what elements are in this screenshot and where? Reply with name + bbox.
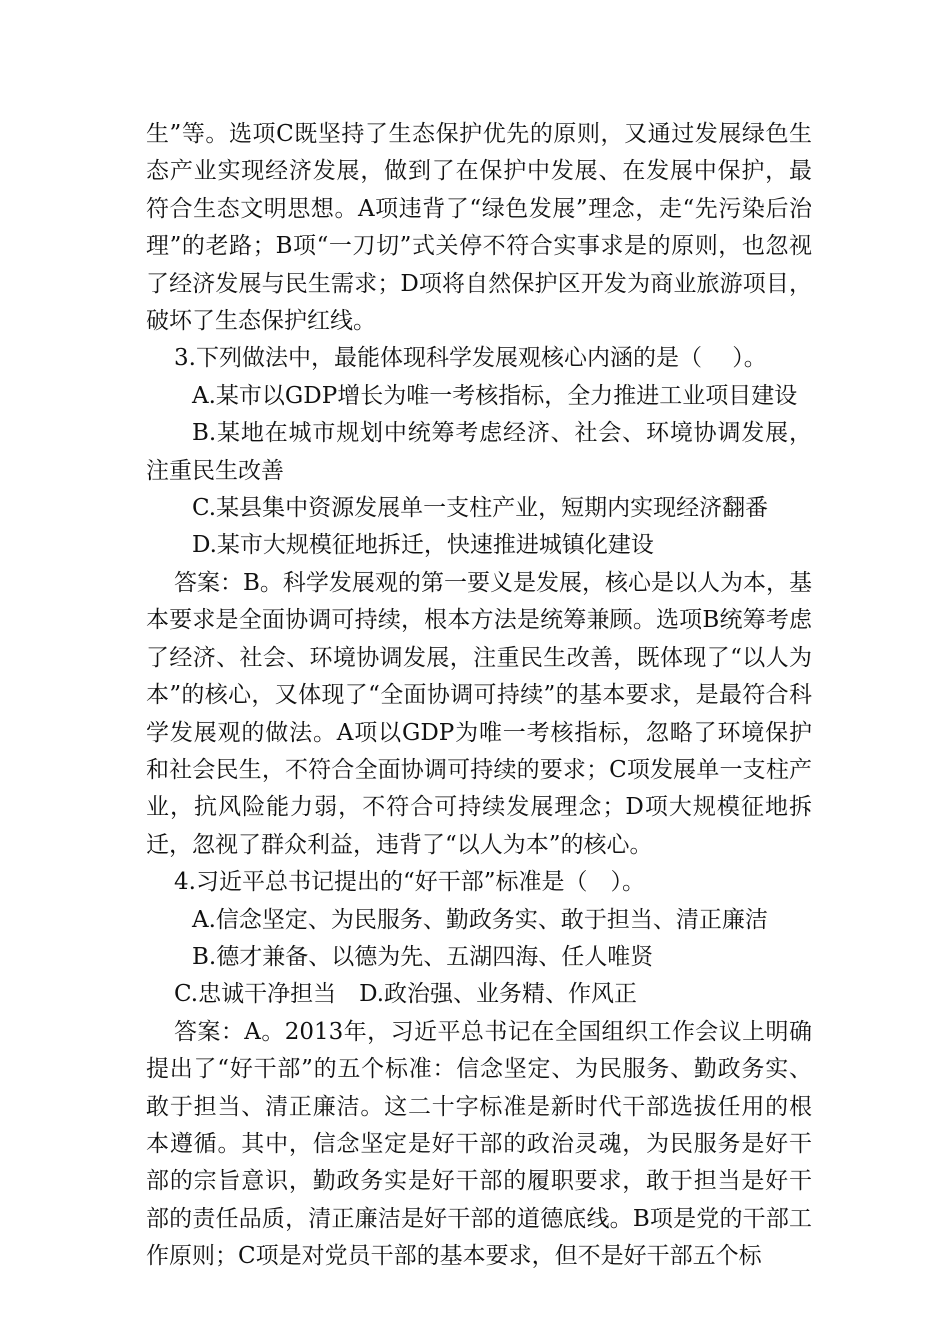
question-3-stem: 3.下列做法中，最能体现科学发展观核心内涵的是（ ）。: [174, 345, 767, 372]
document-body: [146, 116, 812, 1276]
question-4-options-c-d: C.忠诚干净担当 D.政治强、业务精、作风正: [174, 981, 638, 1008]
question-4-option-a: A.信念坚定、为民服务、勤政务实、敢于担当、清正廉洁: [192, 906, 768, 933]
question-3-option-d: D.某市大规模征地拆迁，快速推进城镇化建设: [192, 532, 654, 559]
question-3-option-c: C.某县集中资源发展单一支柱产业，短期内实现经济翻番: [192, 495, 769, 522]
question-3-option-a: A.某市以GDP增长为唯一考核指标，全力推进工业项目建设: [192, 382, 798, 409]
question-3-answer: 答案：B。科学发展观的第一要义是发展，核心是以人为本，基本要求是全面协调可持续，根本方法是统筹兼顾。选项B统筹考虑了经济、社会、环境协调发展，注重民生改善，既体现了“以人为本”的核心，又体现了“全面协调可持续”的基本要求，是最符合科学发展观的做法。A项以GDP为唯一考核指标，忽略了环境保护和社会民生，不符合全面协调可持续的要求；C项发展单一支柱产业，抗风险能力弱，不符合可持续发展理念；D项大规模征地拆迁，忽视了群众利益，违背了“以人为本”的核心。: [146, 569, 812, 858]
paragraph-q2-explanation-continued: 生”等。选项C既坚持了生态保护优先的原则，又通过发展绿色生态产业实现经济发展，做到了在保护中发展、在发展中保护，最符合生态文明思想。A项违背了“绿色发展”理念，走“先污染后治理”的老路；B项“一刀切”式关停不符合实事求是的原则，也忽视了经济发展与民生需求；D项将自然保护区开发为商业旅游项目，破坏了生态保护红线。: [146, 121, 812, 335]
question-4-option-b: B.德才兼备、以德为先、五湖四海、任人唯贤: [192, 943, 654, 970]
question-4-answer: 答案：A。2013年，习近平总书记在全国组织工作会议上明确提出了“好干部”的五个标准：信念坚定、为民服务、勤政务实、敢于担当、清正廉洁。这二十字标准是新时代干部选拔任用的根本遵循。其中，信念坚定是好干部的政治灵魂，为民服务是好干部的宗旨意识，勤政务实是好干部的履职要求，敢于担当是好干部的责任品质，清正廉洁是好干部的道德底线。B项是党的干部工作原则；C项是对党员干部的基本要求，但不是好干部五个标: [146, 1018, 812, 1270]
question-3-option-b: B.某地在城市规划中统筹考虑经济、社会、环境协调发展，注重民生改善: [146, 420, 812, 484]
question-4-stem: 4.习近平总书记提出的“好干部”标准是（ ）。: [174, 869, 645, 896]
